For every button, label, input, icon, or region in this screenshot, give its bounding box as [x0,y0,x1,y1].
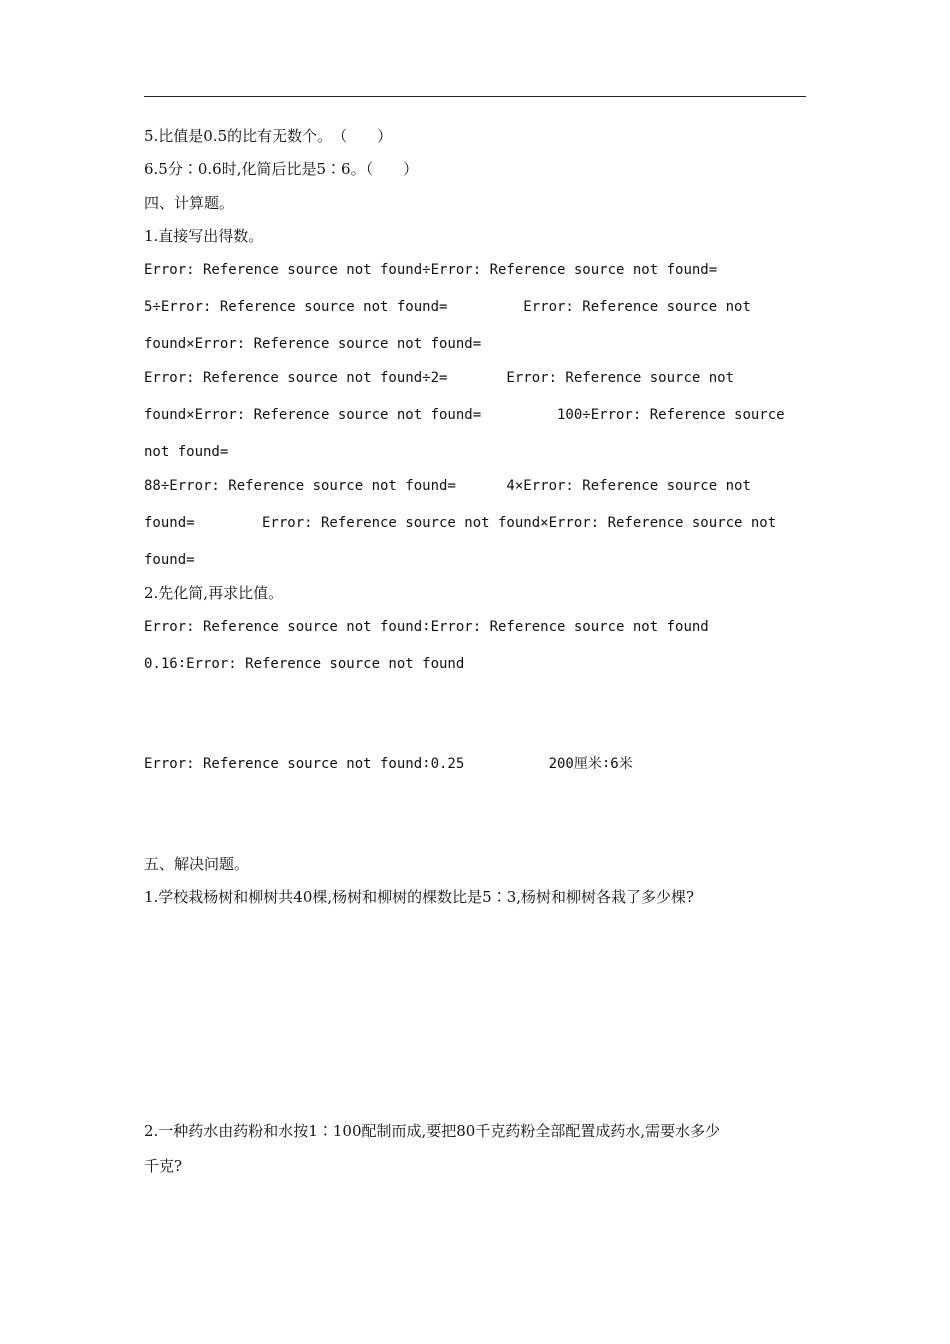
section-4-part-2-heading: 2.先化简,再求比值。 [144,584,284,602]
calc-line: Error: Reference source not found÷Error: Reference source not found= [144,262,718,278]
ratio-line: Error: Reference source not found∶0.25 200厘米∶6米 [144,756,633,772]
calc-line: found= Error: Reference source not found×Error: Reference source not [144,515,777,531]
problem-2-line-2: 千克? [144,1157,183,1175]
section-5-heading: 五、解决问题。 [144,855,250,873]
section-4-heading: 四、计算题。 [144,194,235,212]
question-6: 6.5分∶0.6时,化简后比是5∶6。（ ） [144,160,419,178]
question-5: 5.比值是0.5的比有无数个。 （ ） [144,127,393,145]
calc-line: Error: Reference source not found÷2= Error: Reference source not [144,370,735,386]
calc-line: found×Error: Reference source not found= 100÷Error: Reference source [144,407,785,423]
calc-line: 88÷Error: Reference source not found= 4×Error: Reference source not [144,478,751,494]
header-rule [144,96,806,97]
section-4-part-1-heading: 1.直接写出得数。 [144,227,264,245]
ratio-line: Error: Reference source not found∶Error: Reference source not found [144,619,709,635]
calc-line: found= [144,552,195,568]
problem-2-line-1: 2.一种药水由药粉和水按1∶100配制而成,要把80千克药粉全部配置成药水,需要水多少 [144,1122,721,1140]
calc-line: not found= [144,444,229,460]
ratio-line: 0.16∶Error: Reference source not found [144,656,465,672]
calc-line: 5÷Error: Reference source not found= Error: Reference source not [144,299,751,315]
calc-line: found×Error: Reference source not found= [144,336,482,352]
problem-1: 1.学校栽杨树和柳树共40棵,杨树和柳树的棵数比是5∶3,杨树和柳树各栽了多少棵? [144,888,695,906]
